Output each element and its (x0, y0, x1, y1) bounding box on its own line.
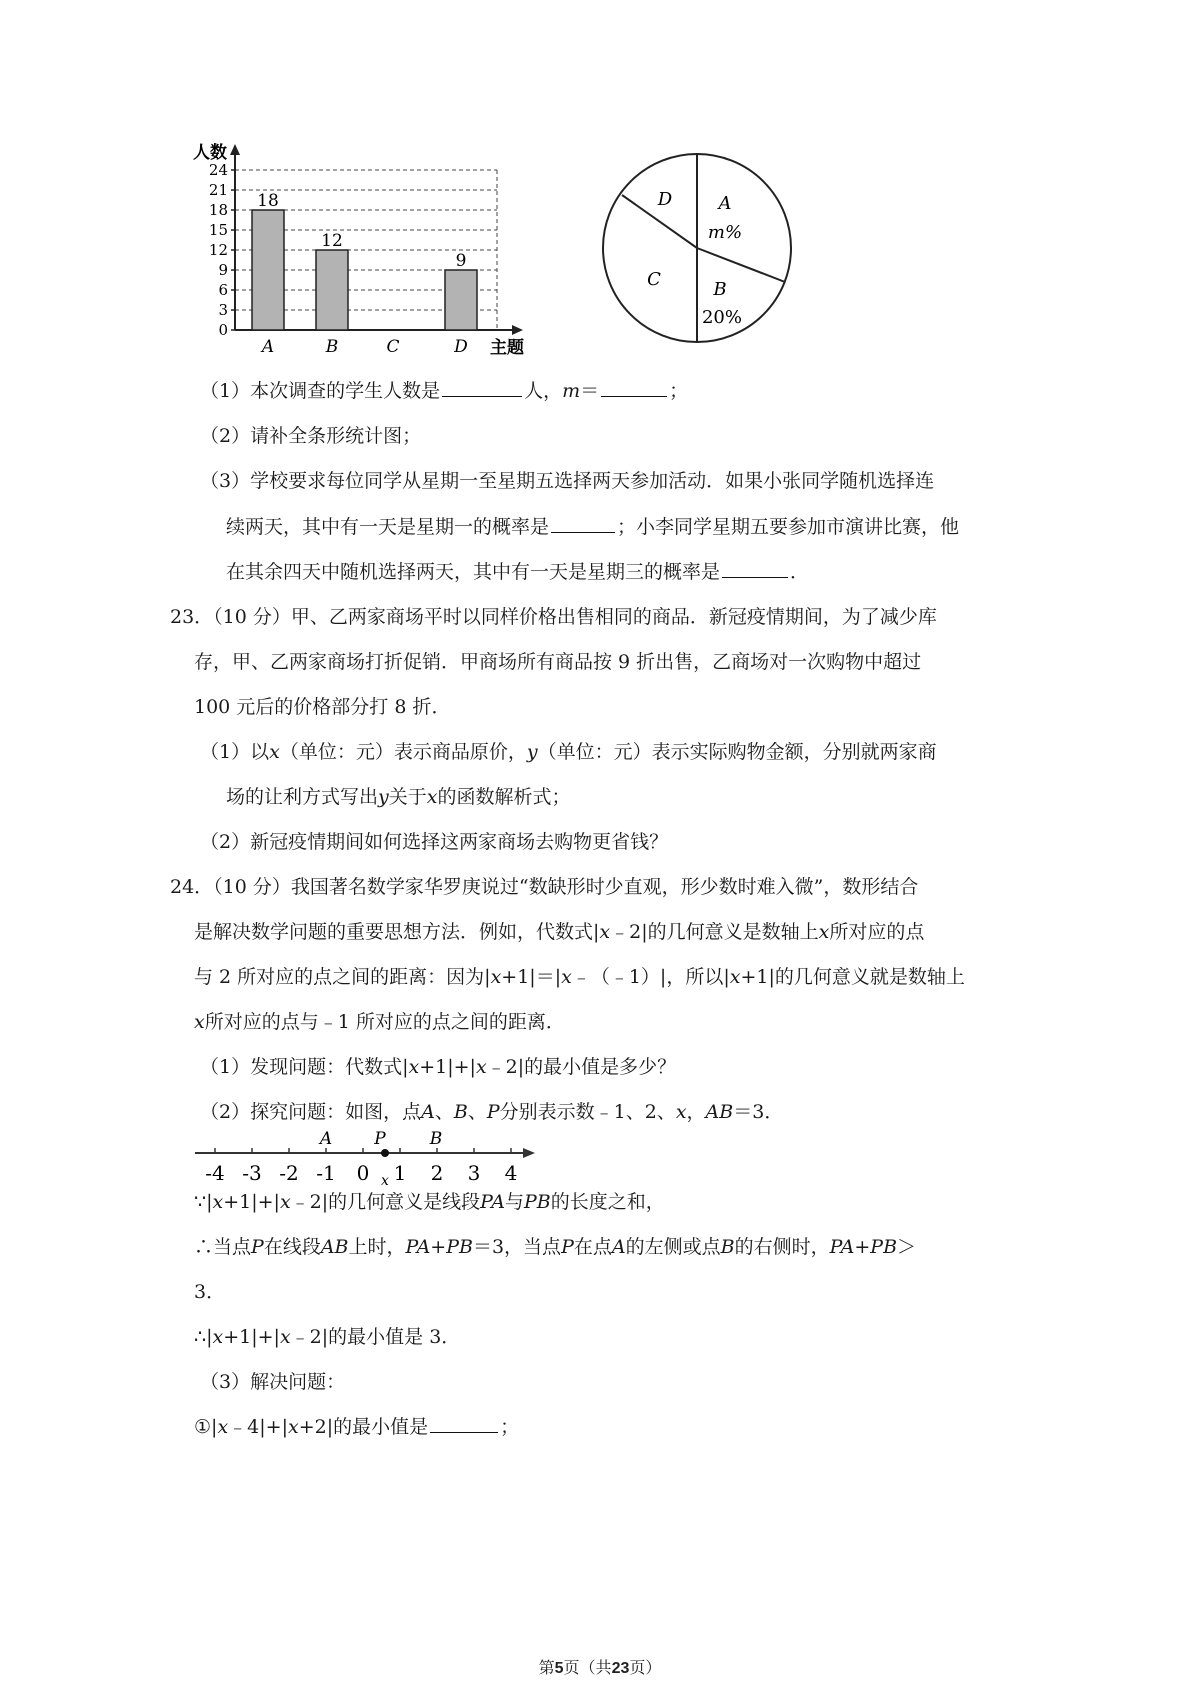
q23-part1-line1: （1）以x（单位：元）表示商品原价，y（单位：元）表示实际购物金额，分别就两家商 (200, 741, 937, 763)
q22-part3-line1: （3）学校要求每位同学从星期一至星期五选择两天参加活动．如果小张同学随机选择连 (200, 470, 935, 492)
q24-solution-line4: ∴|x+1|+|x﹣2|的最小值是 3． (194, 1326, 461, 1348)
number-line-tick-label: -1 (316, 1161, 336, 1185)
q24-line3: 与 2 所对应的点之间的距离：因为|x+1|＝|x﹣（﹣1）|，所以|x+1|的几何意义就是数轴上 (194, 966, 965, 988)
point-label-b: B (429, 1130, 443, 1149)
q24-part3: （3）解决问题： (200, 1371, 346, 1393)
q22-part3-line3: 在其余四天中随机选择两天，其中有一天是星期三的概率是 ． (226, 561, 810, 583)
y-tick-label: 24 (208, 161, 228, 179)
pie-value-b: 20% (701, 307, 743, 328)
q22-part2: （2）请补全条形统计图； (200, 425, 422, 447)
y-tick-label: 18 (208, 201, 228, 219)
number-line-arrow (523, 1148, 535, 1158)
data-label: 18 (257, 191, 279, 211)
q24-line1: 24．（10 分）我国著名数学家华罗庚说过“数缺形时少直观，形少数时难入微”，数形结合 (170, 876, 919, 898)
q24-part3-item1: ①|x﹣4|+|x+2|的最小值是 ； (194, 1416, 520, 1438)
data-label: 9 (455, 251, 467, 271)
x-tick-label: D (454, 337, 468, 357)
q24-solution-line1: ∵|x+1|+|x﹣2|的几何意义是线段PA与PB的长度之和， (194, 1191, 665, 1213)
x-tick-label: C (386, 337, 400, 357)
q23-line3: 100 元后的价格部分打 8 折． (194, 696, 451, 718)
page-footer: 第5页（共23页） (538, 1658, 662, 1677)
q24-part2: （2）探究问题：如图，点A、B、P分别表示数﹣1、2、x，AB＝3． (200, 1101, 784, 1123)
point-p-x-label: x (381, 1173, 389, 1189)
point-p-dot (381, 1149, 389, 1157)
y-tick-label: 0 (218, 321, 228, 339)
data-label: 12 (321, 231, 343, 251)
q24-line2: 是解决数学问题的重要思想方法．例如，代数式|x﹣2|的几何意义是数轴上x所对应的点 (194, 921, 925, 943)
number-line-tick-label: -2 (279, 1161, 299, 1185)
x-tick-label: A (261, 337, 275, 357)
y-axis-arrow (230, 144, 240, 155)
x-axis-arrow (512, 325, 523, 335)
number-line-tick-label: -4 (205, 1161, 225, 1185)
answer-blank-m[interactable] (601, 378, 667, 397)
y-tick-label: 6 (218, 281, 228, 299)
q24-solution-line2: ∴当点P在线段AB上时，PA+PB＝3，当点P在点A的左侧或点B的右侧时，PA+PB＞ (194, 1236, 917, 1258)
q23-part2: （2）新冠疫情期间如何选择这两家商场去购物更省钱？ (200, 831, 669, 853)
number-line-tick-label: -3 (242, 1161, 262, 1185)
point-label-p: P (374, 1130, 386, 1149)
q23-line2: 存，甲、乙两家商场打折促销．甲商场所有商品按 9 折出售，乙商场对一次购物中超过 (194, 651, 922, 673)
x-axis-label: 主题 (490, 338, 524, 358)
number-line-tick-label: 3 (467, 1161, 481, 1185)
y-tick-label: 15 (208, 221, 228, 239)
pie-value-a: m% (707, 222, 743, 243)
bar-d (445, 270, 477, 330)
y-tick-label: 3 (218, 301, 228, 319)
pie-label-a: A (718, 193, 732, 214)
pie-label-c: C (647, 269, 661, 290)
pie-label-d: D (657, 189, 673, 210)
q22-part1: （1）本次调查的学生人数是 人，m＝ ； (200, 380, 689, 402)
bar-b (316, 250, 348, 330)
q22-part3-line2: 续两天，其中有一天是星期一的概率是 ；小李同学星期五要参加市演讲比赛，他 (226, 516, 960, 538)
pie-label-b: B (713, 279, 727, 300)
y-tick-label: 12 (208, 241, 228, 259)
page-total: 23 (611, 1660, 630, 1677)
number-line (190, 1130, 540, 1190)
q24-part1: （1）发现问题：代数式|x+1|+|x﹣2|的最小值是多少？ (200, 1056, 677, 1078)
number-line-tick-label: 1 (393, 1161, 407, 1185)
number-line-tick-label: 0 (356, 1161, 370, 1185)
page-number: 5 (554, 1660, 564, 1677)
q23-part1-line2: 场的让利方式写出y关于x的函数解析式； (226, 786, 571, 808)
q24-line4: x所对应的点与﹣1 所对应的点之间的距离． (194, 1011, 565, 1033)
bar-a (252, 210, 284, 330)
x-tick-label: B (325, 337, 339, 357)
y-tick-label: 21 (208, 181, 228, 199)
answer-blank-students[interactable] (442, 378, 522, 397)
answer-blank-prob1[interactable] (551, 514, 615, 533)
bar-chart (185, 140, 545, 370)
y-tick-label: 9 (218, 261, 228, 279)
pie-chart (600, 145, 800, 355)
number-line-tick-label: 4 (504, 1161, 518, 1185)
answer-blank-prob2[interactable] (722, 559, 788, 578)
answer-blank-min-value[interactable] (430, 1414, 498, 1433)
y-axis-label: 人数 (193, 143, 227, 163)
q24-solution-line3: 3． (194, 1281, 226, 1303)
pie-divider-a-b (697, 248, 785, 282)
number-line-tick-label: 2 (430, 1161, 444, 1185)
point-label-a: A (319, 1130, 333, 1149)
q23-line1: 23．（10 分）甲、乙两家商场平时以同样价格出售相同的商品．新冠疫情期间，为了减少库 (170, 606, 937, 628)
